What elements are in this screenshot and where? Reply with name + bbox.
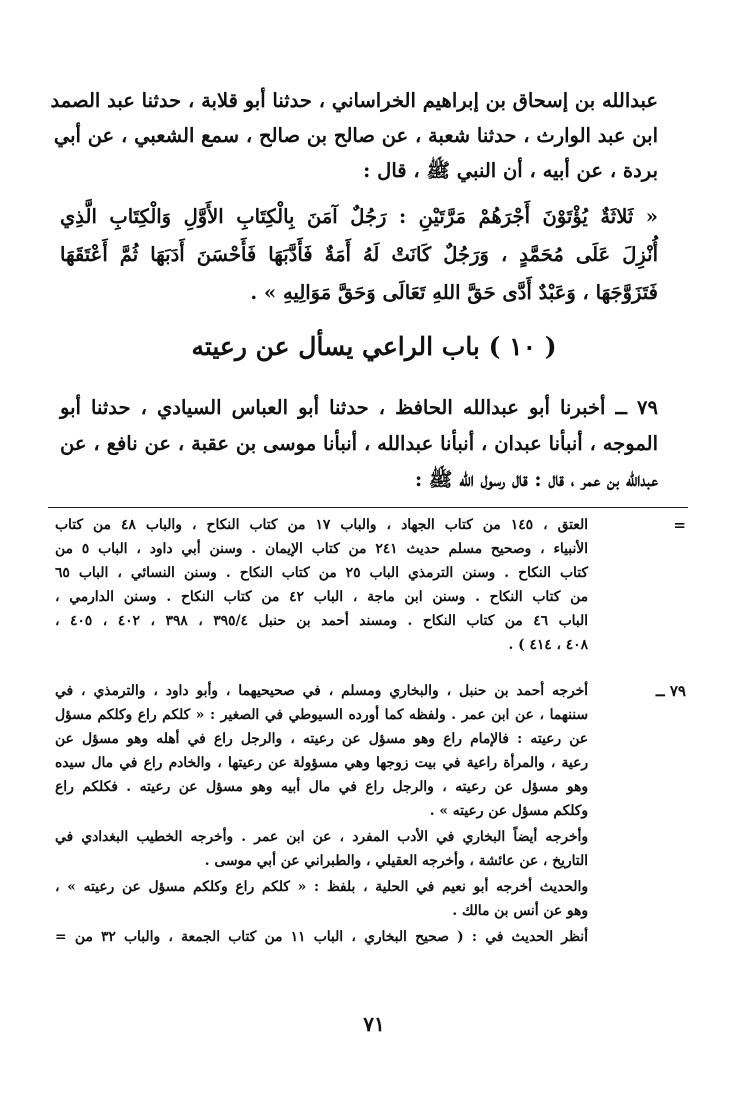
footnote-line: وهو عن أنس بن مالك . xyxy=(452,903,588,919)
hadith-text-line: أُنْزِلَ عَلَى مُحَمَّدٍ ، وَرَجُلٌ كَانَتْ لَهُ أَمَةٌ فَأَدَّبَهَا فَأَحْسَنَ أَدَبَهَا ثُمَّ أَعْتَقَهَا xyxy=(60,243,658,266)
page-number: ٧١ xyxy=(363,1012,385,1036)
footnote-line: سننهما ، عن ابن عمر . ولفظه كما أورده السيوطي في الصغير : « كلكم راع وكلكم مسؤل xyxy=(55,707,588,723)
main-text-line: بردة ، عن أبيه ، أن النبي ﷺ ، قال : xyxy=(363,159,658,182)
footnote-line: كتاب النكاح . وسنن الترمذي الباب ٢٥ من كتاب النكاح . وسنن النسائي ، الباب ٦٥ xyxy=(55,565,588,581)
footnote-line: العتق ، ١٤٥ من كتاب الجهاد ، والباب ١٧ من كتاب النكاح ، والباب ٤٨ من كتاب xyxy=(55,517,588,533)
footnote-line: الباب ٤٦ من كتاب النكاح . ومسند أحمد بن حنبل ٣٩٥/٤ ، ٣٩٨ ، ٤٠٢ ، ٤٠٥ ، xyxy=(55,613,588,629)
footnote-continuation-marker: = xyxy=(673,516,686,534)
hadith-text-line: فَتَزَوَّجَهَا ، وَعَبْدٌ أَدَّى حَقَّ اللهِ تَعَالَى وَحَقَّ مَوَالِيهِ » . xyxy=(250,281,658,304)
footnote-line: الأنبياء ، وصحيح مسلم حديث ٢٤١ من كتاب الإيمان . وسنن أبي داود ، الباب ٥ من xyxy=(55,541,589,557)
footnote-line: والحديث أخرجه أبو نعيم في الحلية ، بلفظ : « كلكم راع وكلكم مسؤل عن رعيته » ، xyxy=(55,879,588,895)
footnote-line: وأخرجه أيضاً البخاري في الأدب المفرد ، عن ابن عمر . وأخرجه الخطيب البغدادي في xyxy=(55,829,588,845)
hadith-79-line: ٧٩ ــ أخبرنا أبو عبدالله الحافظ ، حدثنا أبو العباس السيادي ، حدثنا أبو xyxy=(60,396,658,419)
footnote-number-79: ٧٩ ــ xyxy=(655,682,686,700)
footnote-line: وهو مسؤل عن رعيته ، والرجل راع في مال أبيه وهو مسؤل عن رعيته . فكلكم راع xyxy=(55,779,588,795)
main-text-line: عبدالله بن إسحاق بن إبراهيم الخراساني ، حدثنا أبو قلابة ، حدثنا عبد الصمد xyxy=(50,89,658,112)
footnote-line: التاريخ ، عن عائشة ، وأخرجه العقيلي ، والطبراني عن أبي موسى . xyxy=(204,853,588,869)
footnote-line: ٤٠٨ ، ٤١٤ ) . xyxy=(508,637,588,653)
hadith-79-line: الموجه ، أنبأنا عبدان ، أنبأنا عبدالله ، أنبأنا موسى بن عقبة ، عن نافع ، عن xyxy=(60,432,658,455)
section-heading: ( ١٠ ) باب الراعي يسأل عن رعيته xyxy=(191,332,557,361)
footnote-line: أنظر الحديث في : ( صحيح البخاري ، الباب ١١ من كتاب الجمعة ، والباب ٣٢ من = xyxy=(55,929,588,945)
hadith-text-line: « ثَلاثَةٌ يُؤْتَوْنَ أَجْرَهُمْ مَرَّتَيْنِ : رَجُلٌ آمَنَ بِالْكِتَابِ الأَوَّلِ وَالْكِتَابِ الَّذِي xyxy=(60,205,658,228)
footnote-line: عن رعيته : فالإمام راع وهو مسؤل عن رعيته ، والرجل راع في أهله وهو مسؤل عن xyxy=(55,731,588,747)
main-text-line: ابن عبد الوارث ، حدثنا شعبة ، عن صالح بن صالح ، سمع الشعبي ، عن أبي xyxy=(53,124,658,147)
footnote-line: رعية ، والمرأة راعية في بيت زوجها وهي مسؤولة عن رعيتها ، والخادم راع في مال سيده xyxy=(55,755,588,771)
footnote-divider xyxy=(48,507,688,508)
footnote-line: وكلكم مسؤل عن رعيته » . xyxy=(429,803,588,819)
footnote-line: من كتاب النكاح . وسنن ابن ماجة ، الباب ٤٢ من كتاب النكاح . وسنن الدارمي ، xyxy=(55,589,588,605)
footnote-line: أخرجه أحمد بن حنبل ، والبخاري ومسلم ، في صحيحيهما ، وأبو داود ، والترمذي ، في xyxy=(55,683,588,699)
hadith-79-line: عبدالله بن عمر ، قال : قال رسول الله ﷺ : xyxy=(414,468,658,491)
